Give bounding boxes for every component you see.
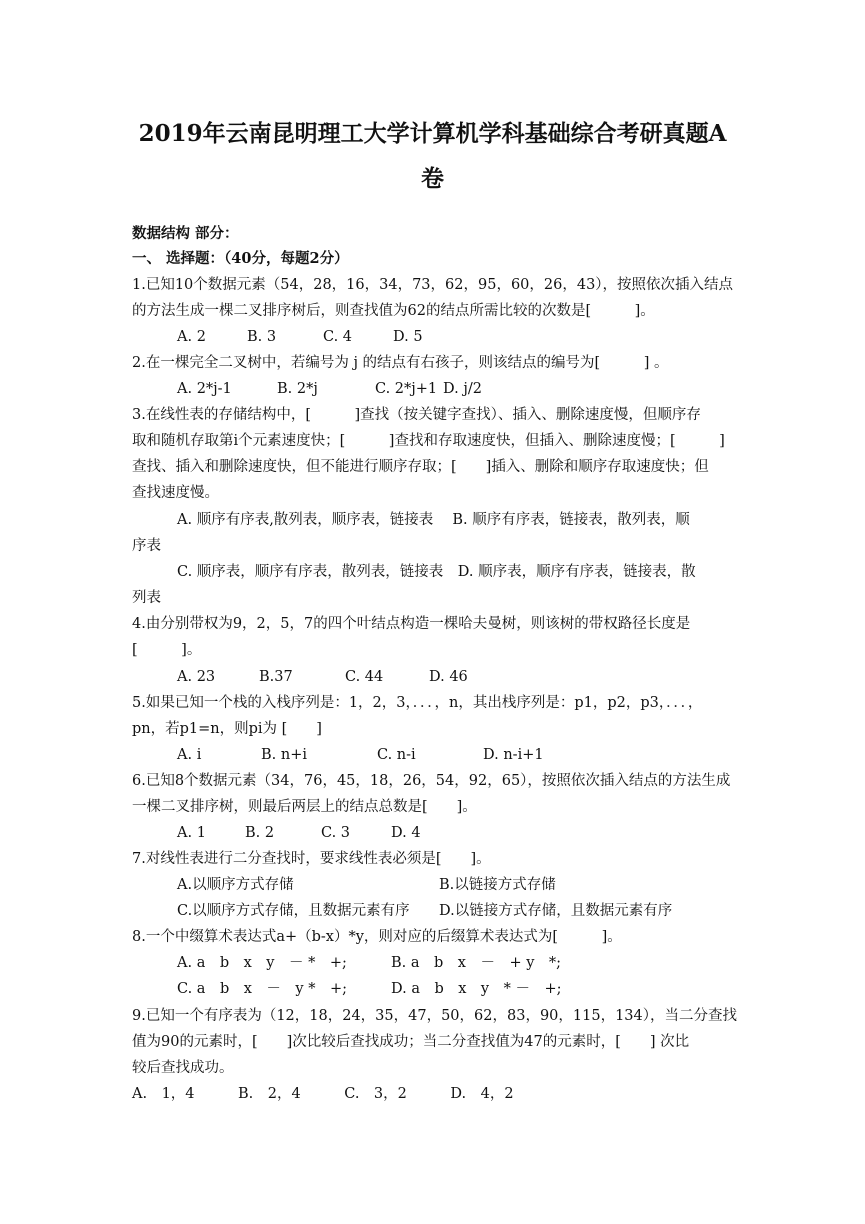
q2-text-line1: 2.在一棵完全二叉树中，若编号为 j 的结点有右孩子，则该结点的编号为[ ] 。 — [132, 355, 669, 371]
q5-text-line1: 5.如果已知一个栈的入栈序列是：1，2，3，．．．，n，其出栈序列是：p1，p2，p3，．．．， — [132, 695, 703, 711]
q2-option-b: B. 2*j — [277, 381, 318, 397]
q1-options — [177, 326, 787, 348]
part-heading: 一、 选择题：（40分，每题2分） — [132, 250, 349, 267]
q3-text-line3: 查找、插入和删除速度快，但不能进行顺序存取；[ ]插入、删除和顺序存取速度快；但 — [132, 459, 709, 475]
section-label: 数据结构 部分： — [132, 225, 239, 242]
q4-option-a: A. 23 — [177, 669, 216, 685]
q5-option-a: A. i — [177, 747, 202, 763]
q8-option-c: C. a b x － y * +; — [177, 981, 347, 997]
q8-options-row1 — [177, 952, 787, 974]
q9-text-line2: 值为90的元素时，[ ]次比较后查找成功；当二分查找值为47的元素时，[ ] 次比 — [132, 1034, 690, 1050]
q7-options-row2 — [177, 900, 787, 922]
q4-option-b: B.37 — [259, 669, 293, 685]
q8-option-a: A. a b x y － * +; — [177, 955, 347, 971]
q4-text-line2: [ ]。 — [132, 642, 202, 658]
q3-text-line4: 查找速度慢。 — [132, 485, 219, 501]
document-title-line1: 2019年云南昆明理工大学计算机学科基础综合考研真题A — [138, 120, 727, 147]
q4-text-line1: 4.由分别带权为9，2，5，7的四个叶结点构造一棵哈夫曼树，则该树的带权路径长度是 — [132, 616, 691, 632]
q5-text-line2: pn，若p1=n，则pi为 [ ] — [132, 721, 322, 737]
q8-options-row2 — [177, 978, 787, 1000]
q2-option-a: A. 2*j-1 — [177, 381, 232, 397]
q7-option-d: D.以链接方式存储，且数据元素有序 — [439, 903, 673, 919]
q1-option-c: C. 4 — [323, 329, 353, 345]
q9-text-line3: 较后查找成功。 — [132, 1060, 234, 1076]
q3-options-line1: A. 顺序有序表,散列表，顺序表，链接表 B. 顺序有序表，链接表，散列表，顺 — [177, 512, 690, 528]
q2-option-c: C. 2*j+1 — [375, 381, 438, 397]
q9-options: A. 1，4 B. 2，4 C. 3，2 D. 4，2 — [132, 1086, 514, 1102]
q6-text-line1: 6.已知8个数据元素（34，76，45，18，26，54，92，65），按照依次插入结点的方法生成 — [132, 773, 731, 789]
q9-text-line1: 9.已知一个有序表为（12，18，24，35，47，50，62，83，90，115，134），当二分查找 — [132, 1008, 737, 1024]
q5-option-d: D. n-i+1 — [483, 747, 544, 763]
q3-options-line4: 列表 — [132, 590, 161, 606]
q6-text-line2: 一棵二叉排序树，则最后两层上的结点总数是[ ]。 — [132, 799, 477, 815]
q7-option-c: C.以顺序方式存储，且数据元素有序 — [177, 903, 410, 919]
q6-option-b: B. 2 — [245, 825, 275, 841]
q1-text-line1: 1.已知10个数据元素（54，28，16，34，73，62，95，60，26，43），按照依次插入结点 — [132, 277, 734, 293]
document-title-line2: 卷 — [421, 165, 444, 192]
q7-text-line1: 7.对线性表进行二分查找时，要求线性表必须是[ ]。 — [132, 851, 491, 867]
q3-options-line2: 序表 — [132, 538, 161, 554]
q6-option-a: A. 1 — [177, 825, 206, 841]
q4-options — [177, 666, 787, 688]
q3-text-line1: 3.在线性表的存储结构中，[ ]查找（按关键字查找）、插入、删除速度慢，但顺序存 — [132, 407, 701, 423]
q5-option-b: B. n+i — [261, 747, 307, 763]
q3-options-line3: C. 顺序表，顺序有序表，散列表，链接表 D. 顺序表，顺序有序表，链接表，散 — [177, 564, 696, 580]
q1-option-b: B. 3 — [247, 329, 277, 345]
q1-option-d: D. 5 — [393, 329, 423, 345]
q8-option-d: D. a b x y * － +; — [391, 981, 562, 997]
q5-options — [177, 744, 787, 766]
q5-option-c: C. n-i — [377, 747, 416, 763]
q6-option-c: C. 3 — [321, 825, 351, 841]
q6-option-d: D. 4 — [391, 825, 421, 841]
q2-options — [177, 378, 787, 400]
q7-options-row1 — [177, 874, 787, 896]
q4-option-d: D. 46 — [429, 669, 468, 685]
q6-options — [177, 822, 787, 844]
q1-option-a: A. 2 — [177, 329, 206, 345]
q7-option-a: A.以顺序方式存储 — [177, 877, 294, 893]
q2-option-d: D. j/2 — [443, 381, 482, 397]
q8-text-line1: 8.一个中缀算术表达式a+（b-x）*y，则对应的后缀算术表达式为[ ]。 — [132, 929, 622, 945]
q4-option-c: C. 44 — [345, 669, 384, 685]
q7-option-b: B.以链接方式存储 — [439, 877, 556, 893]
q1-text-line2: 的方法生成一棵二叉排序树后，则查找值为62的结点所需比较的次数是[ ]。 — [132, 303, 655, 319]
q3-text-line2: 取和随机存取第i个元素速度快；[ ]查找和存取速度快，但插入、删除速度慢；[ ] — [132, 433, 725, 449]
q8-option-b: B. a b x － + y *; — [391, 955, 562, 971]
